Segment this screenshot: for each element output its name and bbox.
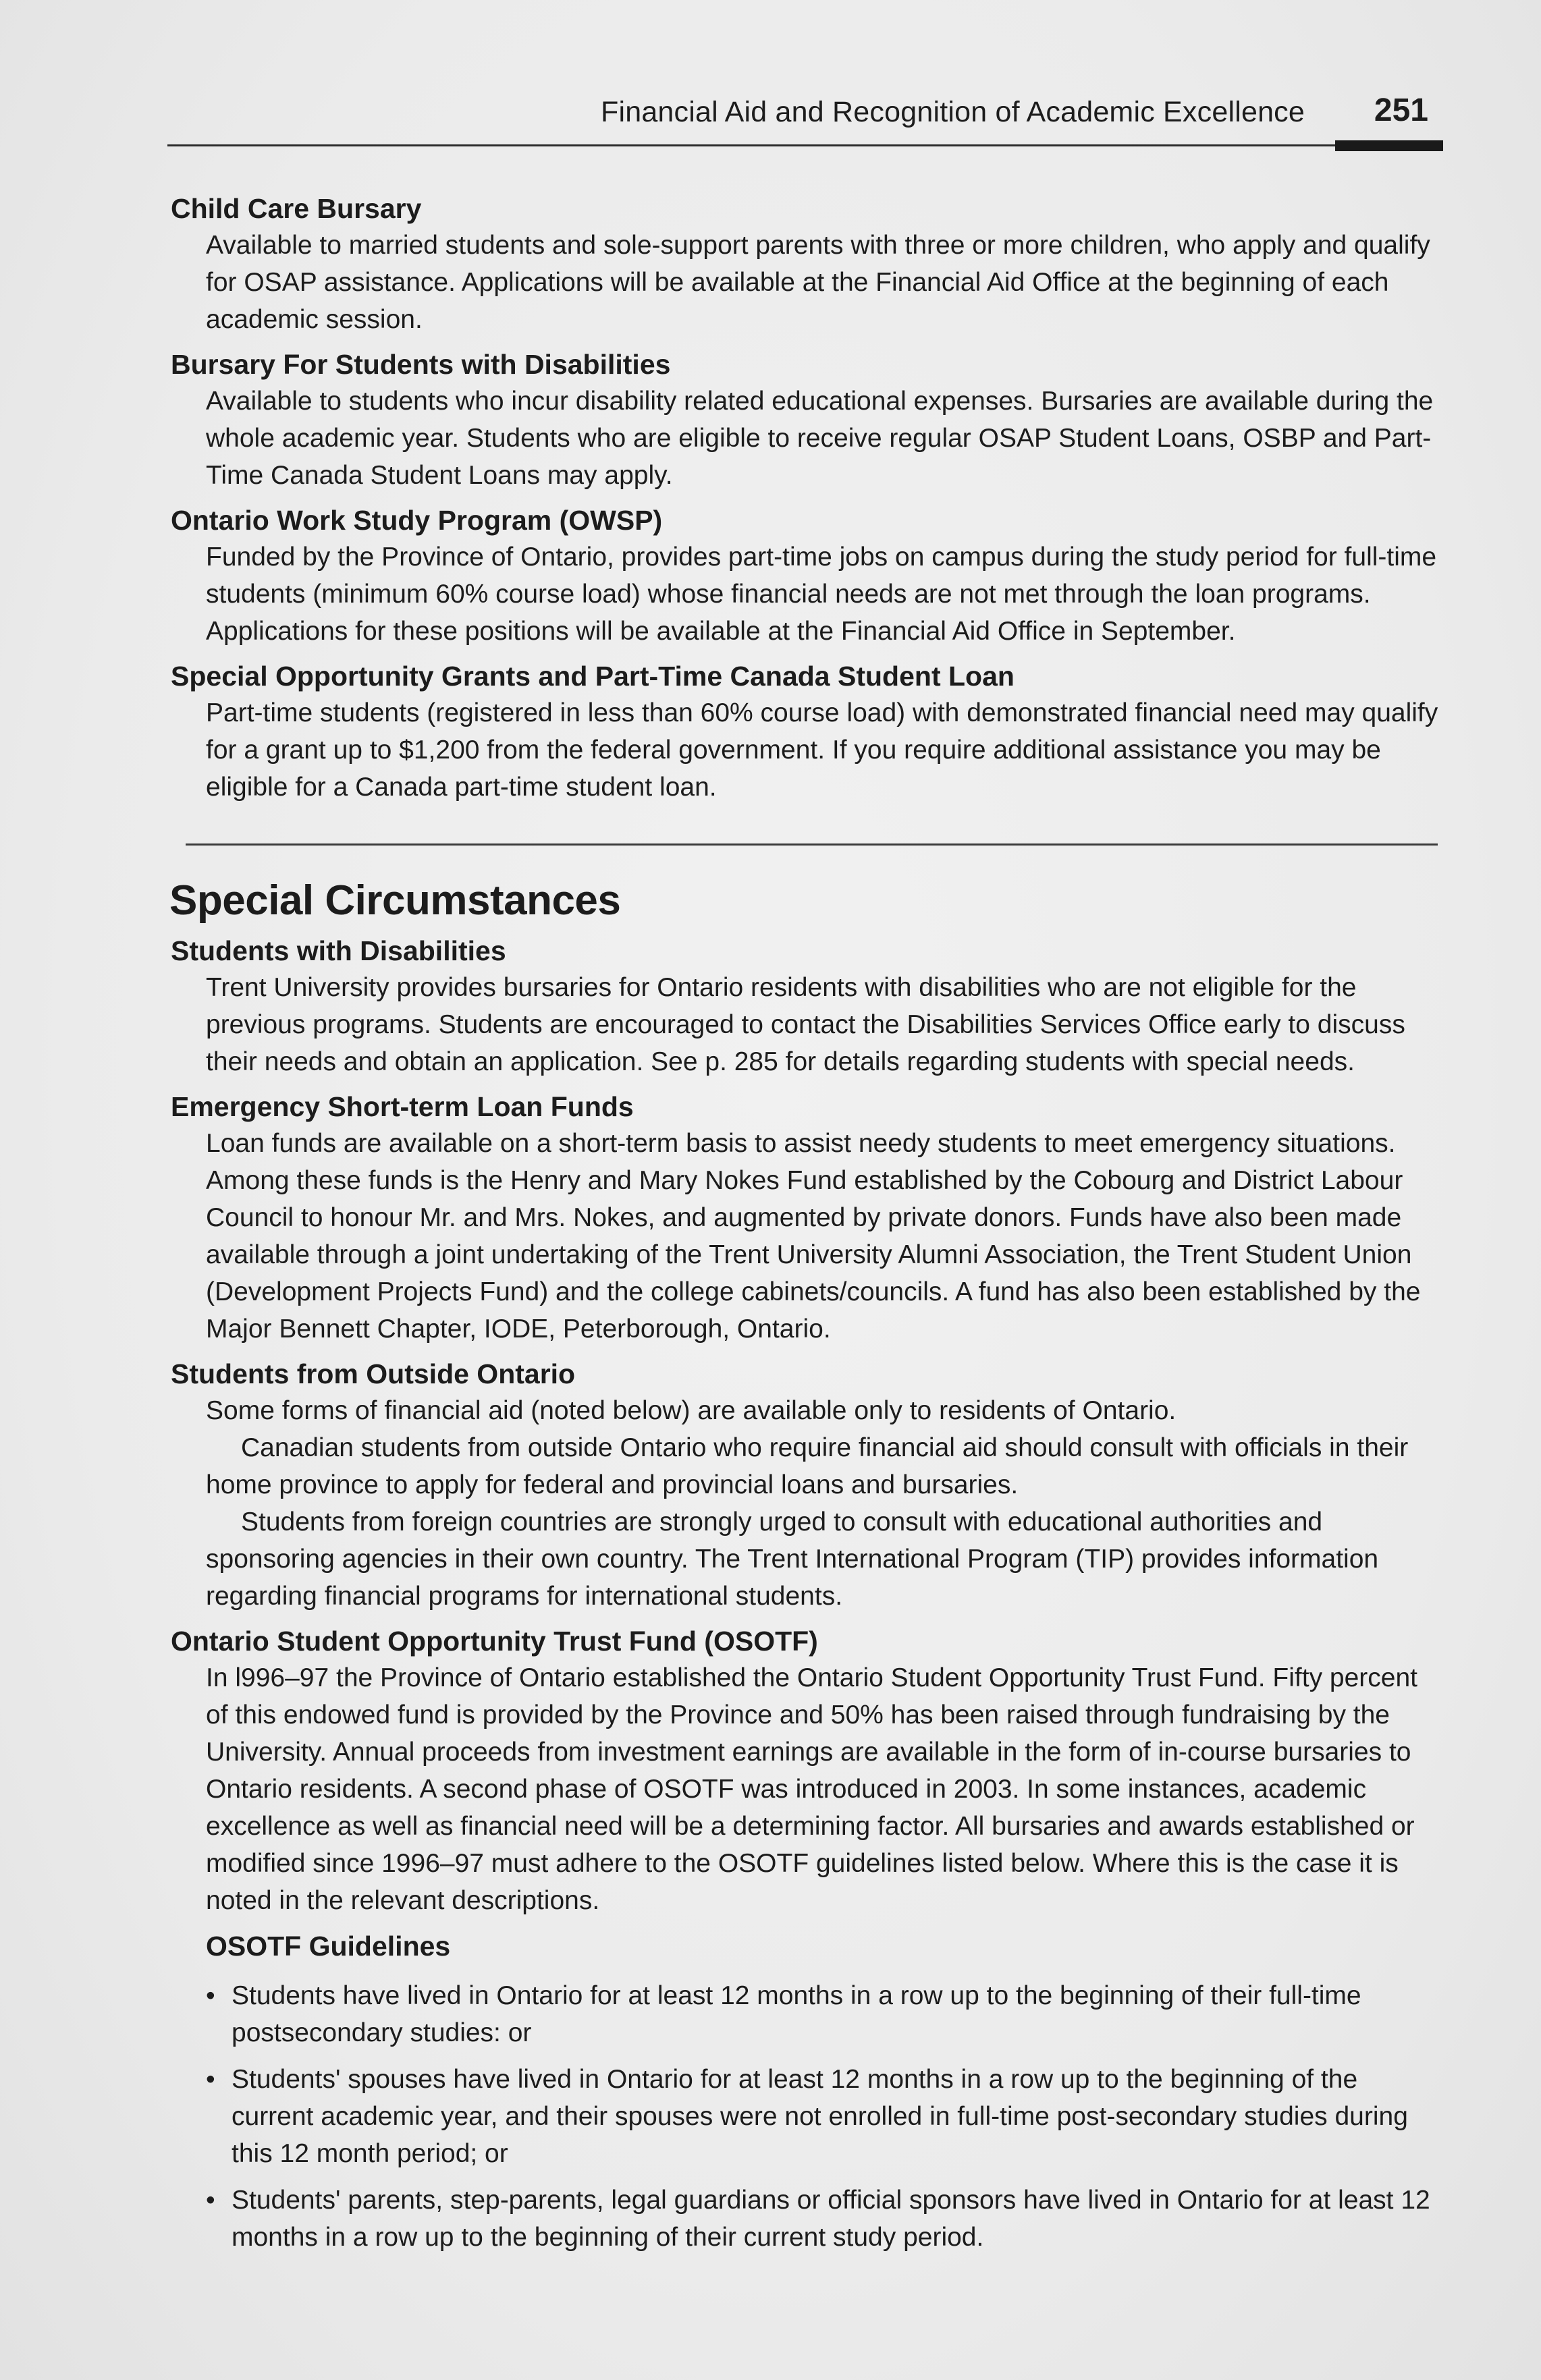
bullet-icon: •: [206, 2065, 215, 2094]
entry-heading: Ontario Student Opportunity Trust Fund (OSOTF): [171, 1626, 818, 1657]
entry-heading: Emergency Short-term Loan Funds: [171, 1091, 634, 1122]
entry-emergency-loans: [171, 1088, 1440, 1348]
list-item-text: Students' parents, step-parents, legal guardians or official sponsors have lived in Ontario for at least 12 months in a row up to the beginning of their current study period.: [232, 2186, 1430, 2252]
entry-body: Funded by the Province of Ontario, provides part-time jobs on campus during the study period for full-time students (minimum 60% course load) whose financial needs are not met through the loan programs. Applications for these positions will be available at the Financial Aid Office in September.: [206, 543, 1437, 646]
entry-paragraph: Students from foreign countries are strongly urged to consult with educational authorities and sponsoring agencies in their own country. The Trent International Program (TIP) provides information regarding financial programs for international students.: [206, 1507, 1379, 1611]
entry-heading: Bursary For Students with Disabilities: [171, 349, 671, 380]
bullet-icon: •: [206, 2186, 215, 2215]
entry-heading: Special Opportunity Grants and Part-Time Canada Student Loan: [171, 661, 1015, 692]
entry-body: Part-time students (registered in less than 60% course load) with demonstrated financial need may qualify for a grant up to $1,200 from the federal government. If you require additional assistance you may be eligible for a Canada part-time student loan.: [206, 698, 1438, 802]
entry-heading: Child Care Bursary: [171, 193, 422, 224]
entry-outside-ontario: [171, 1356, 1440, 1615]
entry-paragraph: Canadian students from outside Ontario who require financial aid should consult with officials in their home province to apply for federal and provincial loans and bursaries.: [206, 1433, 1409, 1499]
entry-osotf: [171, 1623, 1440, 2256]
entry-work-study: [171, 502, 1440, 650]
entry-body: In l996–97 the Province of Ontario established the Ontario Student Opportunity Trust Fund. Fifty percent of this endowed fund is provided by the Province and 50% has been raised through fundraising by the University. Annual proceeds from investment earnings are available in the form of in-course bursaries to Ontario residents. A second phase of OSOTF was introduced in 2003. In some instances, academic excellence as well as financial need will be a determining factor. All bursaries and awards established or modified since 1996–97 must adhere to the OSOTF guidelines listed below. Where this is the case it is noted in the relevant descriptions.: [206, 1663, 1418, 1915]
entry-heading: Ontario Work Study Program (OWSP): [171, 505, 663, 536]
guidelines-heading: OSOTF Guidelines: [206, 1931, 451, 1962]
entry-special-opportunity-grants: [171, 658, 1440, 806]
page-number: 251: [1374, 92, 1428, 128]
list-item-text: Students have lived in Ontario for at least 12 months in a row up to the beginning of their full-time postsecondary studies: or: [232, 1981, 1361, 2047]
page-content: [171, 190, 1440, 2265]
entry-students-disabilities: [171, 933, 1440, 1080]
entry-body: Loan funds are available on a short-term basis to assist needy students to meet emergency situations. Among these funds is the Henry and Mary Nokes Fund established by the Cobourg and District Labour Council to honour Mr. and Mrs. Nokes, and augmented by private donors. Funds have also been made available through a joint undertaking of the Trent University Alumni Association, the Trent Student Union (Development Projects Fund) and the college cabinets/councils. A fund has also been established by the Major Bennett Chapter, IODE, Peterborough, Ontario.: [206, 1129, 1421, 1344]
entry-heading: Students from Outside Ontario: [171, 1358, 576, 1389]
header-tab-marker: [1335, 140, 1443, 151]
header-title: Financial Aid and Recognition of Academic Excellence: [600, 96, 1305, 128]
entry-heading: Students with Disabilities: [171, 935, 506, 966]
entry-body: Trent University provides bursaries for Ontario residents with disabilities who are not eligible for the previous programs. Students are encouraged to contact the Disabilities Services Office early to discuss their needs and obtain an application. See p. 285 for details regarding students with special needs.: [206, 973, 1405, 1076]
running-header: [167, 86, 1443, 147]
entry-paragraph: Some forms of financial aid (noted below) are available only to residents of Ontario.: [206, 1396, 1177, 1425]
entry-child-care-bursary: [171, 190, 1440, 338]
list-item: [206, 2061, 1440, 2172]
section-title: Special Circumstances: [169, 877, 621, 924]
entry-body: Available to married students and sole-support parents with three or more children, who apply and qualify for OSAP assistance. Applications will be available at the Financial Aid Office at the beginning of each academic session.: [206, 231, 1430, 334]
list-item: [206, 2182, 1440, 2256]
list-item: [206, 1977, 1440, 2051]
entry-bursary-disabilities: [171, 346, 1440, 494]
header-rule: [167, 144, 1443, 146]
section-divider: [186, 843, 1438, 846]
list-item-text: Students' spouses have lived in Ontario for at least 12 months in a row up to the beginning of the current academic year, and their spouses were not enrolled in full-time post-secondary studies during this 12 month period; or: [232, 2065, 1408, 2168]
entry-body: Available to students who incur disability related educational expenses. Bursaries are available during the whole academic year. Students who are eligible to receive regular OSAP Student Loans, OSBP and Part-Time Canada Student Loans may apply.: [206, 387, 1434, 490]
bullet-icon: •: [206, 1981, 215, 2010]
